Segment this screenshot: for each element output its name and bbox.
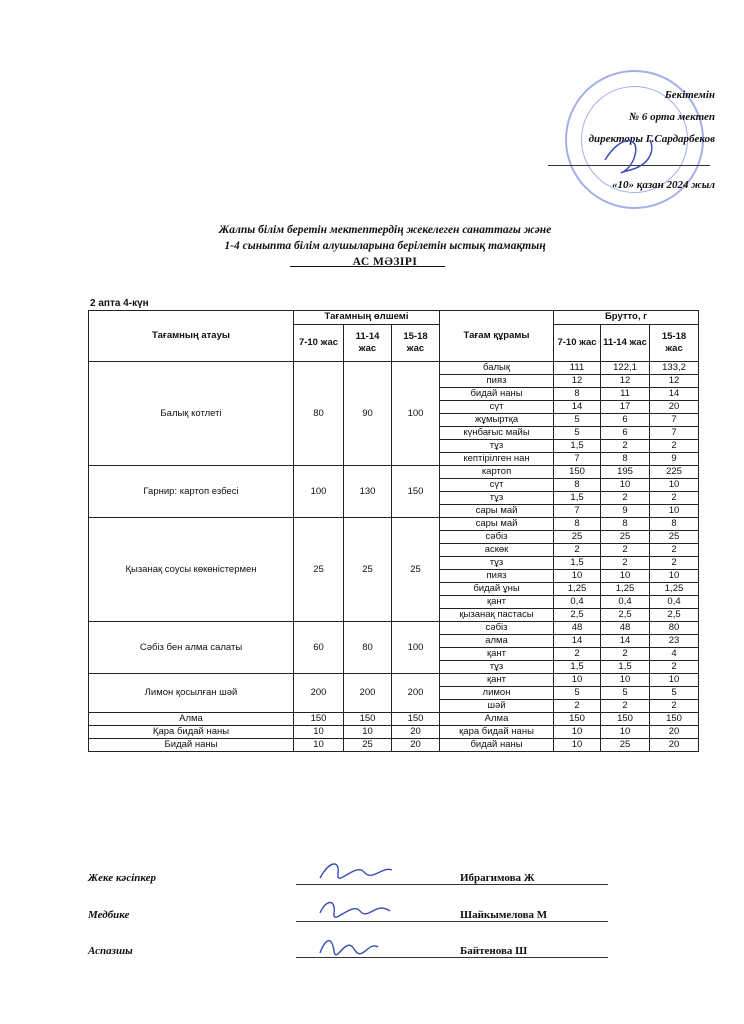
portion-cell: 25 xyxy=(344,518,392,622)
gross-value-cell: 17 xyxy=(601,401,650,414)
gross-value-cell: 2,5 xyxy=(601,609,650,622)
portion-cell: 200 xyxy=(344,674,392,713)
table-row xyxy=(89,362,699,375)
gross-value-cell: 2 xyxy=(601,440,650,453)
table-row xyxy=(89,622,699,635)
ingredient-cell: алма xyxy=(440,635,554,648)
portion-cell: 20 xyxy=(392,739,440,752)
document-title xyxy=(150,222,620,270)
gross-value-cell: 2 xyxy=(650,440,699,453)
gross-value-cell: 10 xyxy=(601,726,650,739)
table-row xyxy=(89,739,699,752)
portion-cell: 20 xyxy=(392,726,440,739)
approval-line-1: Бекітемін xyxy=(664,89,715,101)
portion-cell: 150 xyxy=(392,713,440,726)
gross-value-cell: 23 xyxy=(650,635,699,648)
gross-value-cell: 2 xyxy=(650,544,699,557)
dish-name-cell: Қызанақ соусы көкөністермен xyxy=(89,518,294,622)
ingredient-cell: сәбіз xyxy=(440,622,554,635)
gross-value-cell: 1,5 xyxy=(554,557,601,570)
ingredient-cell: лимон xyxy=(440,687,554,700)
portion-cell: 80 xyxy=(294,362,344,466)
dish-name-cell: Сәбіз бен алма салаты xyxy=(89,622,294,674)
approval-date: «10» қазан 2024 жыл xyxy=(612,179,715,191)
gross-value-cell: 10 xyxy=(554,726,601,739)
signature-scribble-icon xyxy=(316,858,396,884)
gross-value-cell: 12 xyxy=(650,375,699,388)
gross-value-cell: 8 xyxy=(601,518,650,531)
gross-value-cell: 5 xyxy=(650,687,699,700)
ingredient-cell: қызанақ пастасы xyxy=(440,609,554,622)
gross-value-cell: 111 xyxy=(554,362,601,375)
gross-value-cell: 11 xyxy=(601,388,650,401)
gross-value-cell: 14 xyxy=(601,635,650,648)
gross-value-cell: 0,4 xyxy=(601,596,650,609)
dish-name-cell: Бидай наны xyxy=(89,739,294,752)
menu-table-body xyxy=(89,362,699,752)
gross-value-cell: 14 xyxy=(650,388,699,401)
gross-value-cell: 5 xyxy=(554,427,601,440)
ingredient-cell: кептірілген нан xyxy=(440,453,554,466)
name-line xyxy=(443,884,608,885)
gross-value-cell: 48 xyxy=(554,622,601,635)
header-age-gross-7-10: 7-10 жас xyxy=(554,324,601,361)
gross-value-cell: 1,5 xyxy=(554,440,601,453)
gross-value-cell: 150 xyxy=(650,713,699,726)
table-row xyxy=(89,466,699,479)
ingredient-cell: жұмыртқа xyxy=(440,414,554,427)
gross-value-cell: 8 xyxy=(601,453,650,466)
portion-cell: 100 xyxy=(392,362,440,466)
table-row xyxy=(89,726,699,739)
portion-cell: 25 xyxy=(344,739,392,752)
header-composition: Тағам құрамы xyxy=(440,311,554,362)
header-age-portion-11-14: 11-14 жас xyxy=(344,324,392,361)
ingredient-cell: тұз xyxy=(440,557,554,570)
gross-value-cell: 10 xyxy=(650,674,699,687)
signature-name: Байтенова Ш xyxy=(460,945,528,957)
gross-value-cell: 150 xyxy=(554,713,601,726)
header-age-portion-15-18: 15-18 жас xyxy=(392,324,440,361)
ingredient-cell: күнбағыс майы xyxy=(440,427,554,440)
gross-value-cell: 133,2 xyxy=(650,362,699,375)
week-day-label: 2 апта 4-күн xyxy=(90,298,149,309)
portion-cell: 150 xyxy=(344,713,392,726)
gross-value-cell: 8 xyxy=(554,479,601,492)
title-underline xyxy=(290,266,445,267)
gross-value-cell: 6 xyxy=(601,427,650,440)
gross-value-cell: 1,25 xyxy=(601,583,650,596)
gross-value-cell: 150 xyxy=(601,713,650,726)
portion-cell: 25 xyxy=(294,518,344,622)
signature-scribble-icon xyxy=(316,931,396,957)
gross-value-cell: 2 xyxy=(601,648,650,661)
gross-value-cell: 10 xyxy=(554,570,601,583)
portion-cell: 10 xyxy=(294,739,344,752)
gross-value-cell: 10 xyxy=(554,674,601,687)
gross-value-cell: 0,4 xyxy=(554,596,601,609)
gross-value-cell: 7 xyxy=(650,427,699,440)
gross-value-cell: 7 xyxy=(554,453,601,466)
portion-cell: 150 xyxy=(294,713,344,726)
gross-value-cell: 225 xyxy=(650,466,699,479)
header-dish-name: Тағамның атауы xyxy=(89,311,294,362)
gross-value-cell: 12 xyxy=(554,375,601,388)
gross-value-cell: 2 xyxy=(650,492,699,505)
gross-value-cell: 4 xyxy=(650,648,699,661)
header-gross: Брутто, г xyxy=(554,311,699,325)
gross-value-cell: 20 xyxy=(650,739,699,752)
gross-value-cell: 25 xyxy=(650,531,699,544)
gross-value-cell: 5 xyxy=(554,687,601,700)
portion-cell: 80 xyxy=(344,622,392,674)
gross-value-cell: 10 xyxy=(650,505,699,518)
ingredient-cell: қант xyxy=(440,596,554,609)
ingredient-cell: бидай наны xyxy=(440,739,554,752)
gross-value-cell: 6 xyxy=(601,414,650,427)
portion-cell: 25 xyxy=(392,518,440,622)
ingredient-cell: картоп xyxy=(440,466,554,479)
gross-value-cell: 0,4 xyxy=(650,596,699,609)
gross-value-cell: 2 xyxy=(601,544,650,557)
name-line xyxy=(443,921,608,922)
header-age-portion-7-10: 7-10 жас xyxy=(294,324,344,361)
gross-value-cell: 7 xyxy=(554,505,601,518)
gross-value-cell: 10 xyxy=(601,479,650,492)
gross-value-cell: 20 xyxy=(650,401,699,414)
ingredient-cell: шәй xyxy=(440,700,554,713)
gross-value-cell: 48 xyxy=(601,622,650,635)
gross-value-cell: 122,1 xyxy=(601,362,650,375)
gross-value-cell: 10 xyxy=(601,570,650,583)
gross-value-cell: 2 xyxy=(650,661,699,674)
gross-value-cell: 5 xyxy=(601,687,650,700)
gross-value-cell: 25 xyxy=(601,739,650,752)
gross-value-cell: 1,25 xyxy=(554,583,601,596)
gross-value-cell: 9 xyxy=(650,453,699,466)
signature-role: Медбике xyxy=(88,909,130,921)
gross-value-cell: 2 xyxy=(601,700,650,713)
ingredient-cell: қант xyxy=(440,648,554,661)
gross-value-cell: 195 xyxy=(601,466,650,479)
ingredient-cell: бидай наны xyxy=(440,388,554,401)
menu-table xyxy=(88,310,699,752)
gross-value-cell: 7 xyxy=(650,414,699,427)
gross-value-cell: 25 xyxy=(601,531,650,544)
portion-cell: 90 xyxy=(344,362,392,466)
gross-value-cell: 20 xyxy=(650,726,699,739)
portion-cell: 100 xyxy=(294,466,344,518)
gross-value-cell: 1,5 xyxy=(554,661,601,674)
ingredient-cell: сүт xyxy=(440,401,554,414)
ingredient-cell: сүт xyxy=(440,479,554,492)
gross-value-cell: 2,5 xyxy=(554,609,601,622)
gross-value-cell: 25 xyxy=(554,531,601,544)
gross-value-cell: 2 xyxy=(554,544,601,557)
ingredient-cell: тұз xyxy=(440,492,554,505)
signature-role: Аспазшы xyxy=(88,945,133,957)
gross-value-cell: 9 xyxy=(601,505,650,518)
ingredient-cell: сары май xyxy=(440,518,554,531)
portion-cell: 60 xyxy=(294,622,344,674)
title-main: АС МӘЗІРІ xyxy=(352,256,418,268)
header-portion: Тағамның өлшемі xyxy=(294,311,440,325)
gross-value-cell: 10 xyxy=(601,674,650,687)
title-line-2: 1-4 сыныпта білім алушыларына берілетін ыстық тамақтың xyxy=(224,240,546,252)
gross-value-cell: 10 xyxy=(554,739,601,752)
dish-name-cell: Алма xyxy=(89,713,294,726)
director-signature-icon xyxy=(600,130,660,180)
gross-value-cell: 14 xyxy=(554,401,601,414)
dish-name-cell: Лимон қосылған шәй xyxy=(89,674,294,713)
ingredient-cell: аскөк xyxy=(440,544,554,557)
ingredient-cell: балық xyxy=(440,362,554,375)
approval-line-3: директоры Г.Сардарбеков xyxy=(588,133,715,145)
ingredient-cell: қант xyxy=(440,674,554,687)
dish-name-cell: Балық котлеті xyxy=(89,362,294,466)
title-line-1: Жалпы білім беретін мектептердің жекелеген санаттағы және xyxy=(218,224,552,236)
gross-value-cell: 8 xyxy=(554,388,601,401)
dish-name-cell: Гарнир: картоп езбесі xyxy=(89,466,294,518)
portion-cell: 10 xyxy=(344,726,392,739)
gross-value-cell: 1,5 xyxy=(601,661,650,674)
gross-value-cell: 5 xyxy=(554,414,601,427)
signature-scribble-icon xyxy=(316,895,396,921)
gross-value-cell: 2 xyxy=(650,557,699,570)
ingredient-cell: пияз xyxy=(440,375,554,388)
portion-cell: 130 xyxy=(344,466,392,518)
gross-value-cell: 1,5 xyxy=(554,492,601,505)
portion-cell: 200 xyxy=(392,674,440,713)
signature-name: Ибрагимова Ж xyxy=(460,872,535,884)
gross-value-cell: 8 xyxy=(554,518,601,531)
gross-value-cell: 2 xyxy=(554,648,601,661)
ingredient-cell: сәбіз xyxy=(440,531,554,544)
header-age-gross-15-18: 15-18 жас xyxy=(650,324,699,361)
portion-cell: 100 xyxy=(392,622,440,674)
gross-value-cell: 2 xyxy=(554,700,601,713)
gross-value-cell: 1,25 xyxy=(650,583,699,596)
name-line xyxy=(443,957,608,958)
ingredient-cell: сары май xyxy=(440,505,554,518)
gross-value-cell: 2 xyxy=(601,557,650,570)
portion-cell: 200 xyxy=(294,674,344,713)
gross-value-cell: 2 xyxy=(650,700,699,713)
ingredient-cell: қара бидай наны xyxy=(440,726,554,739)
gross-value-cell: 80 xyxy=(650,622,699,635)
signature-role: Жеке кәсіпкер xyxy=(88,872,157,884)
ingredient-cell: тұз xyxy=(440,440,554,453)
gross-value-cell: 2,5 xyxy=(650,609,699,622)
dish-name-cell: Қара бидай наны xyxy=(89,726,294,739)
gross-value-cell: 8 xyxy=(650,518,699,531)
gross-value-cell: 150 xyxy=(554,466,601,479)
gross-value-cell: 2 xyxy=(601,492,650,505)
header-age-gross-11-14: 11-14 жас xyxy=(601,324,650,361)
table-row xyxy=(89,518,699,531)
ingredient-cell: пияз xyxy=(440,570,554,583)
gross-value-cell: 10 xyxy=(650,479,699,492)
gross-value-cell: 14 xyxy=(554,635,601,648)
ingredient-cell: Алма xyxy=(440,713,554,726)
portion-cell: 150 xyxy=(392,466,440,518)
signature-name: Шайкымелова М xyxy=(460,909,548,921)
ingredient-cell: бидай ұны xyxy=(440,583,554,596)
gross-value-cell: 10 xyxy=(650,570,699,583)
ingredient-cell: тұз xyxy=(440,661,554,674)
table-row xyxy=(89,713,699,726)
table-row xyxy=(89,674,699,687)
gross-value-cell: 12 xyxy=(601,375,650,388)
approval-line-2: № 6 орта мектеп xyxy=(629,111,715,123)
portion-cell: 10 xyxy=(294,726,344,739)
